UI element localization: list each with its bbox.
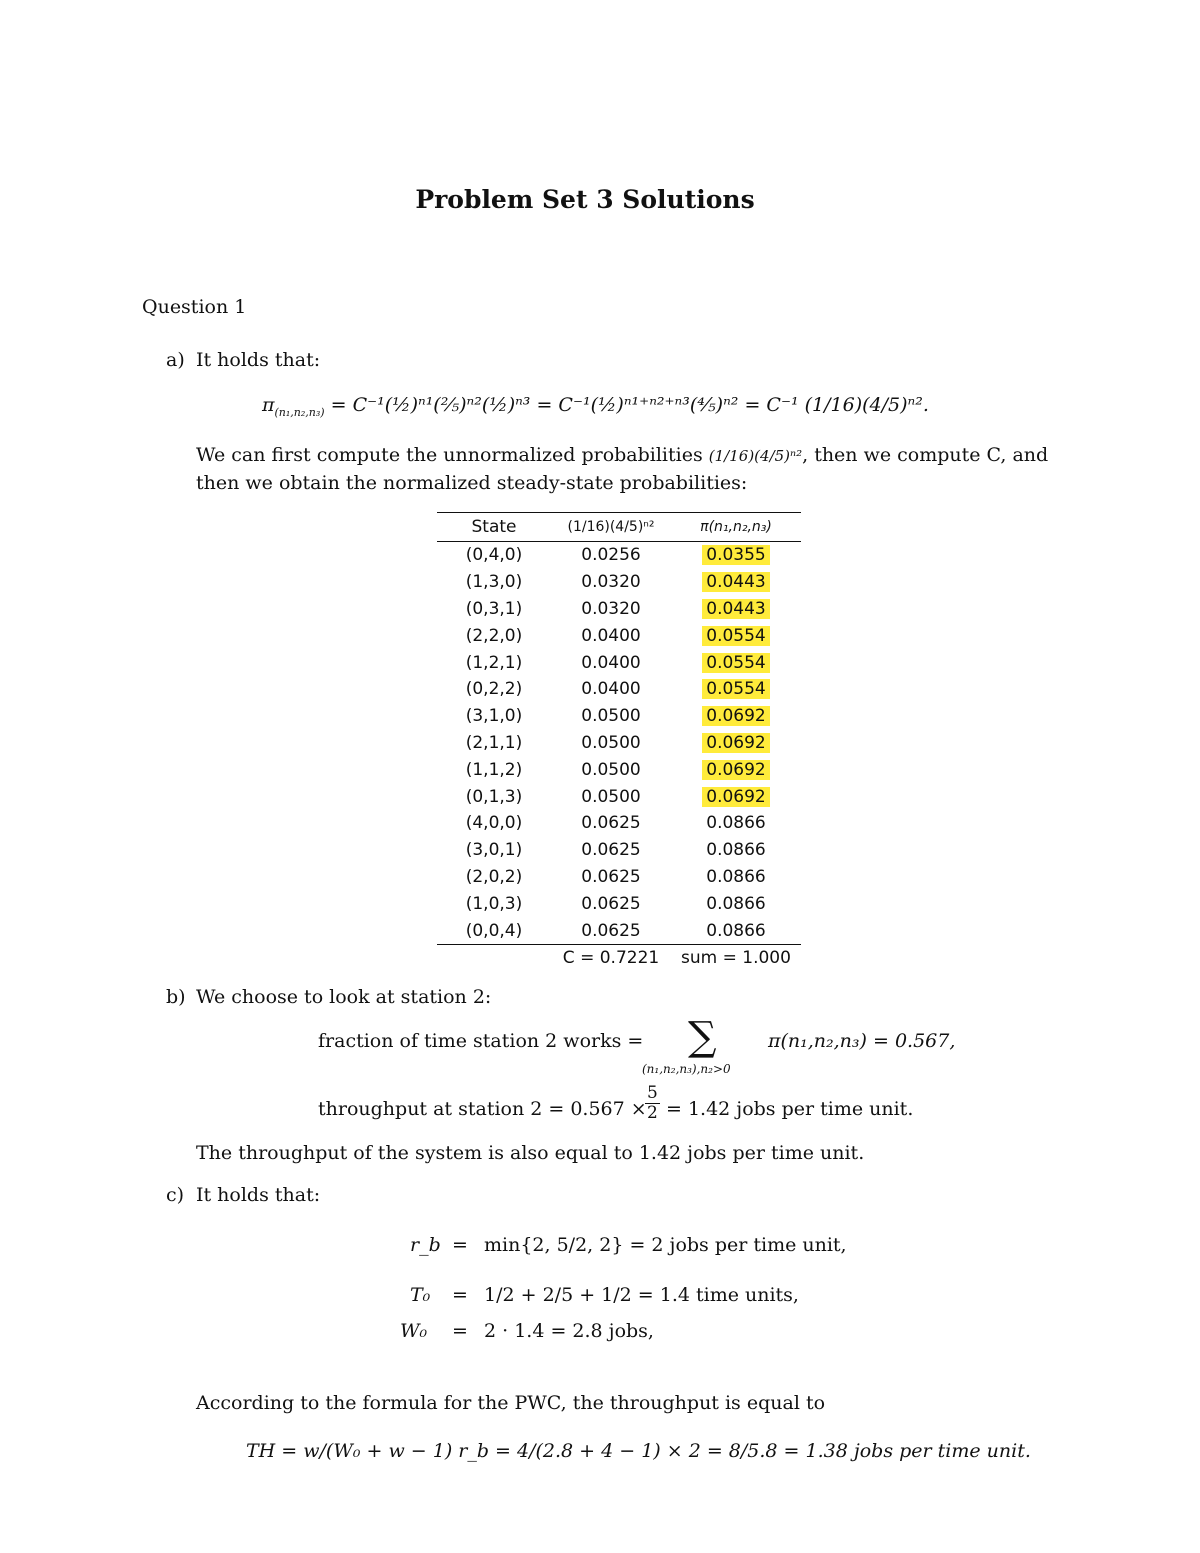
w0-rhs: 2 · 1.4 = 2.8 jobs, — [484, 1320, 654, 1342]
th-equation: TH = w/(W₀ + w − 1) r_b = 4/(2.8 + 4 − 1) × 2 = 8/5.8 = 1.38 jobs per time unit. — [246, 1440, 1031, 1462]
part-a-equation — [262, 394, 929, 419]
cell-state: (2,1,1) — [465, 732, 523, 753]
cell-unnormalized: 0.0320 — [581, 598, 641, 619]
footer-sum: sum = 1.000 — [671, 944, 801, 971]
cell-state: (0,1,3) — [465, 786, 523, 807]
w0-lhs: W₀ — [400, 1320, 428, 1342]
table-row — [437, 730, 801, 757]
pi-subscript: (n₁,n₂,n₃) — [274, 405, 325, 419]
cell-unnormalized: 0.0400 — [581, 652, 641, 673]
cell-unnormalized: 0.0500 — [581, 786, 641, 807]
summation-subscript: (n₁,n₂,n₃),n₂>0 — [642, 1062, 731, 1076]
table-row — [437, 676, 801, 703]
part-b-eq1-left: fraction of time station 2 works = — [318, 1030, 644, 1052]
cell-state: (0,4,0) — [465, 545, 523, 566]
frac-num: 5 — [647, 1083, 658, 1103]
highlighted-value: 0.0443 — [702, 572, 769, 592]
cell-unnormalized: 0.0625 — [581, 866, 641, 887]
part-c-intro: It holds that: — [196, 1184, 321, 1206]
text1-expression: (1/16)(4/5)ⁿ² — [708, 447, 803, 465]
footer-empty — [437, 944, 551, 971]
table-row — [437, 542, 801, 569]
table-row — [437, 569, 801, 596]
table-row — [437, 756, 801, 783]
cell-state: (1,2,1) — [465, 652, 523, 673]
table-row — [437, 890, 801, 917]
rb-lhs: r_b — [410, 1234, 441, 1256]
cell-state: (2,2,0) — [465, 625, 523, 646]
rb-equals: = — [452, 1234, 468, 1256]
pi-symbol: π — [262, 394, 275, 416]
table-row — [437, 783, 801, 810]
text1-end: , then we compute C, and — [802, 444, 1049, 466]
part-b-eq2-right: = 1.42 jobs per time unit. — [666, 1098, 914, 1120]
highlighted-value: 0.0554 — [702, 626, 769, 646]
cell-unnormalized: 0.0500 — [581, 759, 641, 780]
cell-state: (3,0,1) — [465, 840, 523, 861]
cell-state: (0,0,4) — [465, 920, 523, 941]
pwc-text: According to the formula for the PWC, the throughput is equal to — [196, 1392, 826, 1414]
cell-pi — [671, 622, 801, 649]
part-b-eq2-fraction — [644, 1084, 661, 1122]
part-b-conclusion: The throughput of the system is also equal to 1.42 jobs per time unit. — [196, 1142, 865, 1164]
probability-table — [437, 512, 801, 972]
cell-state: (0,3,1) — [465, 598, 523, 619]
cell-pi: 0.0866 — [706, 893, 766, 914]
part-b-eq2-left: throughput at station 2 = 0.567 × — [318, 1098, 647, 1120]
cell-state: (3,1,0) — [465, 706, 523, 727]
cell-pi — [671, 730, 801, 757]
highlighted-value: 0.0443 — [702, 599, 769, 619]
part-b-label: b) — [166, 986, 186, 1008]
cell-pi — [671, 783, 801, 810]
cell-unnormalized: 0.0625 — [581, 813, 641, 834]
text1-main: We can first compute the unnormalized probabilities — [196, 444, 703, 466]
cell-unnormalized: 0.0500 — [581, 706, 641, 727]
w0-equals: = — [452, 1320, 468, 1342]
table-row — [437, 810, 801, 837]
part-a-label: a) — [166, 349, 185, 371]
highlighted-value: 0.0692 — [702, 733, 769, 753]
part-c-label: c) — [166, 1184, 185, 1206]
header-state: State — [437, 513, 551, 542]
footer-c-value: C = 0.7221 — [551, 944, 671, 971]
frac-den: 2 — [647, 1102, 658, 1123]
cell-state: (4,0,0) — [465, 813, 523, 834]
cell-state: (1,0,3) — [465, 893, 523, 914]
highlighted-value: 0.0692 — [702, 787, 769, 807]
highlighted-value: 0.0554 — [702, 679, 769, 699]
part-a-text1 — [196, 444, 1048, 466]
cell-pi — [671, 569, 801, 596]
cell-unnormalized: 0.0400 — [581, 679, 641, 700]
table-footer-row — [437, 944, 801, 971]
cell-pi: 0.0866 — [706, 920, 766, 941]
part-a-text2: then we obtain the normalized steady-state probabilities: — [196, 472, 748, 494]
table-row — [437, 649, 801, 676]
t0-equals: = — [452, 1284, 468, 1306]
table-row — [437, 837, 801, 864]
table-row — [437, 917, 801, 944]
cell-pi — [671, 756, 801, 783]
highlighted-value: 0.0355 — [702, 545, 769, 565]
part-b-intro: We choose to look at station 2: — [196, 986, 492, 1008]
cell-unnormalized: 0.0500 — [581, 732, 641, 753]
rb-rhs: min{2, 5/2, 2} = 2 jobs per time unit, — [484, 1234, 847, 1256]
cell-pi — [671, 676, 801, 703]
cell-pi — [671, 596, 801, 623]
table-row — [437, 703, 801, 730]
table-row — [437, 622, 801, 649]
cell-unnormalized: 0.0256 — [581, 545, 641, 566]
part-a-intro: It holds that: — [196, 349, 321, 371]
cell-unnormalized: 0.0625 — [581, 893, 641, 914]
cell-unnormalized: 0.0400 — [581, 625, 641, 646]
t0-rhs: 1/2 + 2/5 + 1/2 = 1.4 time units, — [484, 1284, 799, 1306]
cell-unnormalized: 0.0625 — [581, 920, 641, 941]
cell-pi: 0.0866 — [706, 840, 766, 861]
cell-state: (1,3,0) — [465, 572, 523, 593]
highlighted-value: 0.0554 — [702, 653, 769, 673]
cell-state: (1,1,2) — [465, 759, 523, 780]
cell-pi — [671, 649, 801, 676]
cell-unnormalized: 0.0320 — [581, 572, 641, 593]
table-row — [437, 864, 801, 891]
cell-unnormalized: 0.0625 — [581, 840, 641, 861]
table-row — [437, 596, 801, 623]
header-pi: π(n₁,n₂,n₃) — [671, 513, 801, 542]
cell-pi: 0.0866 — [706, 813, 766, 834]
cell-pi — [671, 542, 801, 569]
highlighted-value: 0.0692 — [702, 706, 769, 726]
cell-pi — [671, 703, 801, 730]
equation-rest: = C⁻¹(½)ⁿ¹(⅖)ⁿ²(½)ⁿ³ = C⁻¹(½)ⁿ¹⁺ⁿ²⁺ⁿ³(⅘)ⁿ² = C⁻¹ (1/16)(4/5)ⁿ². — [330, 394, 929, 416]
part-b-eq1-right: π(n₁,n₂,n₃) = 0.567, — [768, 1030, 956, 1052]
highlighted-value: 0.0692 — [702, 760, 769, 780]
table-header-row — [437, 513, 801, 542]
summation-icon: ∑ — [688, 1014, 717, 1060]
cell-state: (2,0,2) — [465, 866, 523, 887]
cell-pi: 0.0866 — [706, 866, 766, 887]
cell-state: (0,2,2) — [465, 679, 523, 700]
t0-lhs: T₀ — [410, 1284, 431, 1306]
page-title: Problem Set 3 Solutions — [415, 185, 755, 214]
header-unnormalized: (1/16)(4/5)ⁿ² — [551, 513, 671, 542]
question-heading: Question 1 — [142, 296, 247, 318]
